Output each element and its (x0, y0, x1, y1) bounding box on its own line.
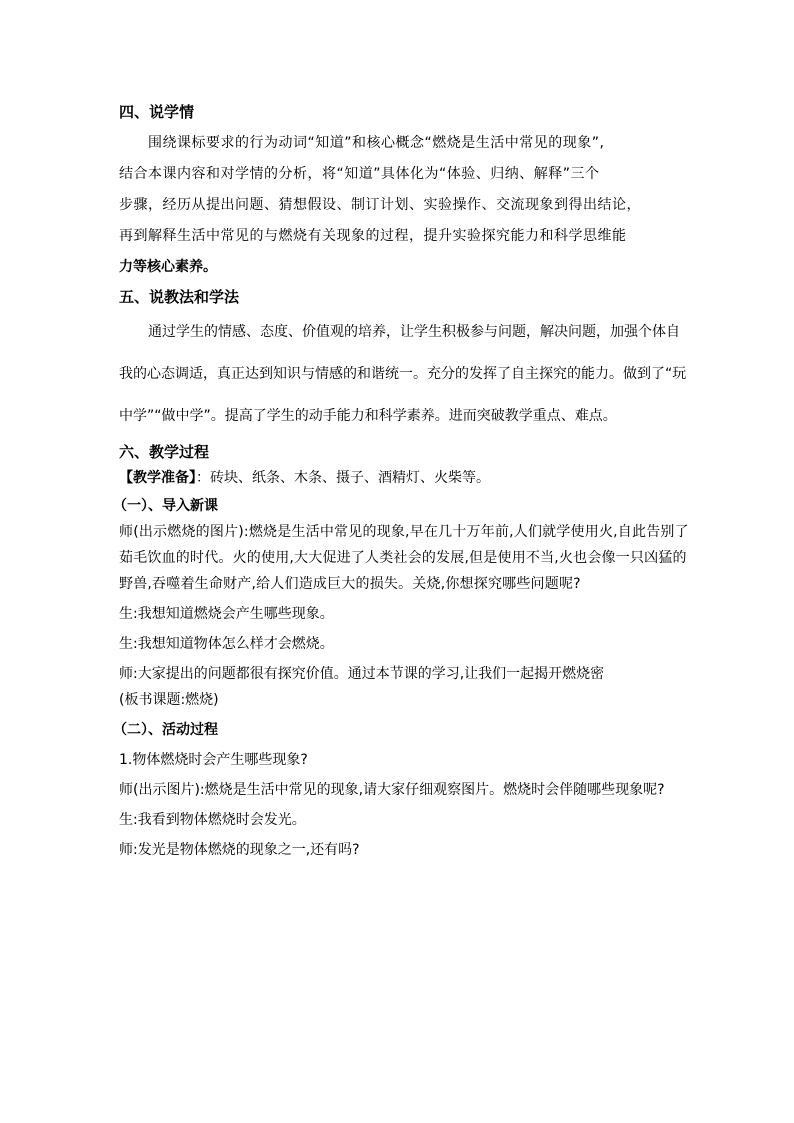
section5-heading: 五、说教法和学法 (119, 288, 240, 306)
section4-line-1: 围绕课标要求的行为动词“知道”和核心概念“燃烧是生活中常见的现象”, (148, 135, 605, 151)
teaching-prep-label: 【教学准备】 (119, 470, 196, 486)
teaching-prep-text: ：砖块、纸条、木条、摄子、酒精灯、火柴等。 (196, 470, 490, 486)
section4-line-4: 再到解释生活中常见的与燃烧有关现象的过程，提升实验探究能力和科学思维能 (119, 228, 627, 244)
question-1: 1.物体燃烧时会产生哪些现象? (119, 752, 308, 768)
document-page (113, 96, 689, 863)
teaching-prep (119, 465, 689, 491)
student-line-3: 生:我看到物体燃烧时会发光。 (119, 812, 306, 828)
student-line-1: 生:我想知道燃烧会产生哪些现象。 (119, 606, 334, 622)
board-title: (板书课题:燃烧) (119, 692, 219, 708)
teacher-line-3: 师:发光是物体燃烧的现象之一,还有吗? (119, 842, 360, 858)
intro-paragraph: 师(出示燃烧的图片):燃烧是生活中常见的现象,早在几十万年前,人们就学使用火,自此告别了茹毛饮血的时代。火的使用,大大促进了人类社会的发展,但是使用不当,火也会像一只凶猛的野兽,吞噬着生命财产,给人们造成巨大的损失。关烧,你想探究哪些问题呢? (119, 524, 689, 592)
section4-line-3: 步骤，经历从提出问题、猜想假设、制订计划、实验操作、交流现象到得出结论， (119, 197, 641, 213)
section5-paragraph: 通过学生的情感、态度、价值观的培养，让学生积极参与问题，解决问题，加强个体自我的心态调适，真正达到知识与情感的和谐统一。充分的发挥了自主探究的能力。做到了“玩中学”“做中学”。提高了学生的动手能力和科学素养。进而突破教学重点、难点。 (119, 324, 687, 424)
section4-heading: 四、说学情 (119, 103, 195, 121)
student-line-2: 生:我想知道物体怎么样才会燃烧。 (119, 636, 334, 652)
section4-paragraph (119, 128, 689, 283)
subsection-activity-heading: （二）、活动过程 (113, 722, 218, 738)
teacher-line-1: 师:大家提出的问题都很有探究价值。通过本节课的学习,让我们一起揭开燃烧密 (119, 666, 605, 682)
subsection-intro-heading: （一）、导入新课 (113, 498, 218, 514)
section4-line-5: 力等核心素养。 (119, 259, 217, 275)
teacher-line-2: 师(出示图片):燃烧是生活中常见的现象,请大家仔细观察图片。燃烧时会伴随哪些现象呢? (119, 782, 665, 798)
section6-heading: 六、教学过程 (119, 443, 210, 461)
section4-line-2: 结合本课内容和对学情的分析，将“知道”具体化为“体验、归纳、解释”三个 (119, 166, 600, 182)
